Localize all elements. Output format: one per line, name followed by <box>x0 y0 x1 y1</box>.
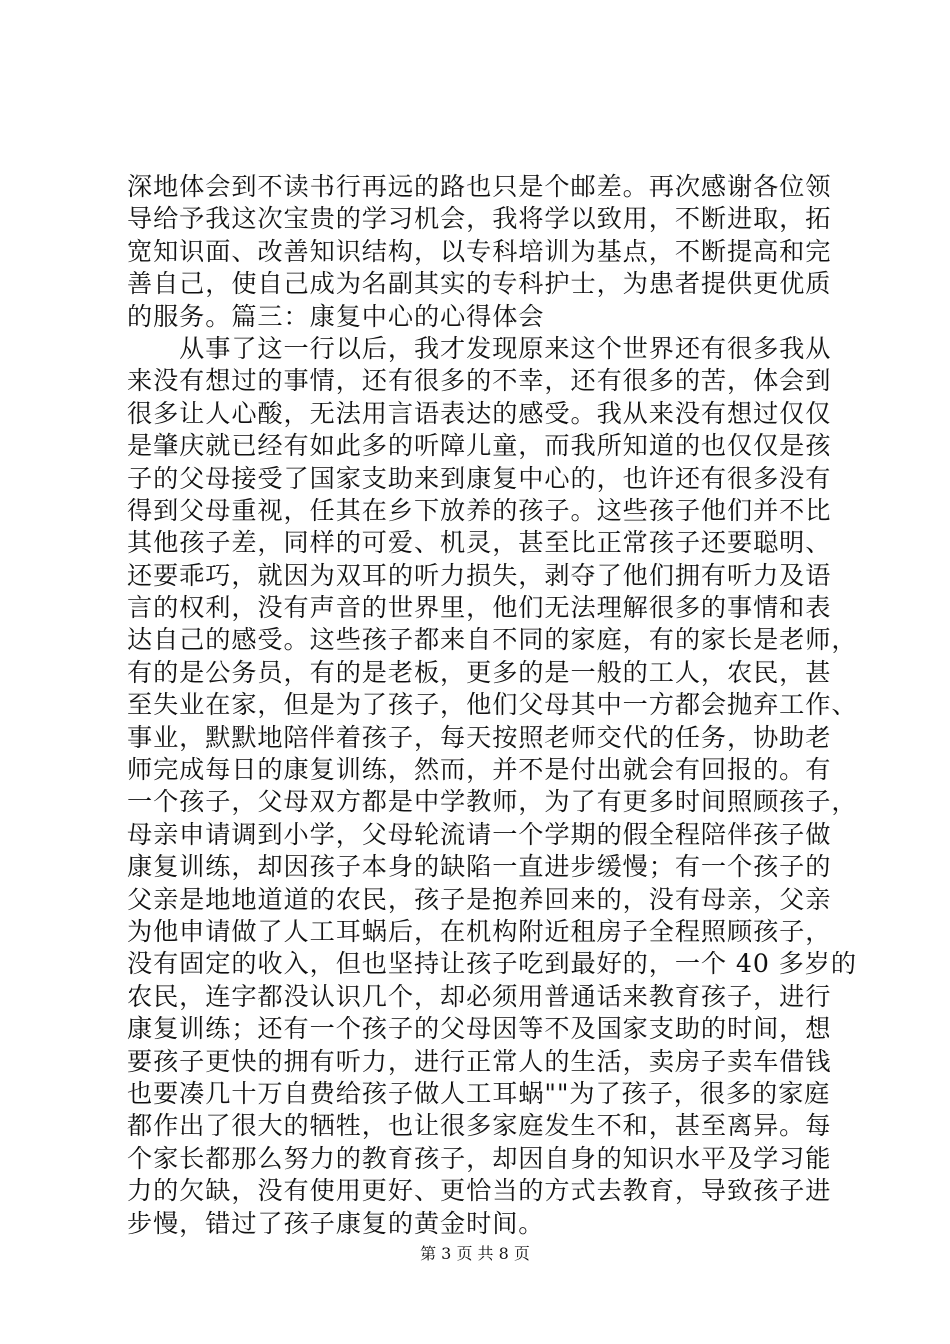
text-line: 没有固定的收入，但也坚持让孩子吃到最好的，一个 40 多岁的 <box>127 949 857 979</box>
text-line: 步慢，错过了孩子康复的黄金时间。 <box>127 1208 545 1238</box>
text-line: 子的父母接受了国家支助来到康复中心的，也许还有很多没有 <box>127 463 832 493</box>
text-line: 其他孩子差，同样的可爱、机灵，甚至比正常孩子还要聪明、 <box>127 528 832 558</box>
text-line: 康复训练，却因孩子本身的缺陷一直进步缓慢；有一个孩子的 <box>127 852 832 882</box>
text-line: 也要凑几十万自费给孩子做人工耳蜗""为了孩子，很多的家庭 <box>127 1078 831 1108</box>
text-line: 农民，连字都没认识几个，却必须用普通话来教育孩子，进行 <box>127 981 832 1011</box>
text-line: 善自己，使自己成为名副其实的专科护士，为患者提供更优质 <box>127 269 832 299</box>
text-line: 都作出了很大的牺牲，也让很多家庭发生不和，甚至离异。每 <box>127 1111 832 1141</box>
text-line: 个家长都那么努力的教育孩子，却因自身的知识水平及学习能 <box>127 1143 832 1173</box>
text-line: 达自己的感受。这些孩子都来自不同的家庭，有的家长是老师， <box>127 625 858 655</box>
text-line: 母亲申请调到小学，父母轮流请一个学期的假全程陪伴孩子做 <box>127 819 832 849</box>
text-line: 宽知识面、改善知识结构，以专科培训为基点，不断提高和完 <box>127 236 832 266</box>
text-line: 得到父母重视，任其在乡下放养的孩子。这些孩子他们并不比 <box>127 495 832 525</box>
text-line: 康复训练；还有一个孩子的父母因等不及国家支助的时间，想 <box>127 1014 832 1044</box>
text-line: 来没有想过的事情，还有很多的不幸，还有很多的苦，体会到 <box>127 366 832 396</box>
text-line: 还要乖巧，就因为双耳的听力损失，剥夺了他们拥有听力及语 <box>127 560 832 590</box>
text-line: 言的权利，没有声音的世界里，他们无法理解很多的事情和表 <box>127 593 832 623</box>
text-line: 要孩子更快的拥有听力，进行正常人的生活，卖房子卖车借钱 <box>127 1046 832 1076</box>
text-line: 是肇庆就已经有如此多的听障儿童，而我所知道的也仅仅是孩 <box>127 431 832 461</box>
text-line: 事业，默默地陪伴着孩子，每天按照老师交代的任务，协助老 <box>127 722 832 752</box>
text-line: 至失业在家，但是为了孩子，他们父母其中一方都会抛弃工作、 <box>127 690 858 720</box>
text-line: 为他申请做了人工耳蜗后，在机构附近租房子全程照顾孩子， <box>127 916 832 946</box>
text-line: 力的欠缺，没有使用更好、更恰当的方式去教育，导致孩子进 <box>127 1176 832 1206</box>
text-line: 从事了这一行以后，我才发现原来这个世界还有很多我从 <box>127 333 832 363</box>
page-footer <box>0 1242 950 1266</box>
page-number: 第 3 页 共 8 页 <box>420 1244 530 1263</box>
body-text <box>127 171 858 1240</box>
text-line: 导给予我这次宝贵的学习机会，我将学以致用，不断进取，拓 <box>127 204 832 234</box>
text-line: 的服务。篇三：康复中心的心得体会 <box>127 301 545 331</box>
text-line: 有的是公务员，有的是老板，更多的是一般的工人，农民，甚 <box>127 657 832 687</box>
text-line: 很多让人心酸，无法用言语表达的感受。我从来没有想过仅仅 <box>127 398 832 428</box>
text-line: 深地体会到不读书行再远的路也只是个邮差。再次感谢各位领 <box>127 172 832 201</box>
text-line: 师完成每日的康复训练，然而，并不是付出就会有回报的。有 <box>127 755 832 785</box>
text-line: 父亲是地地道道的农民，孩子是抱养回来的，没有母亲，父亲 <box>127 884 832 914</box>
text-line: 一个孩子，父母双方都是中学教师，为了有更多时间照顾孩子， <box>127 787 858 817</box>
